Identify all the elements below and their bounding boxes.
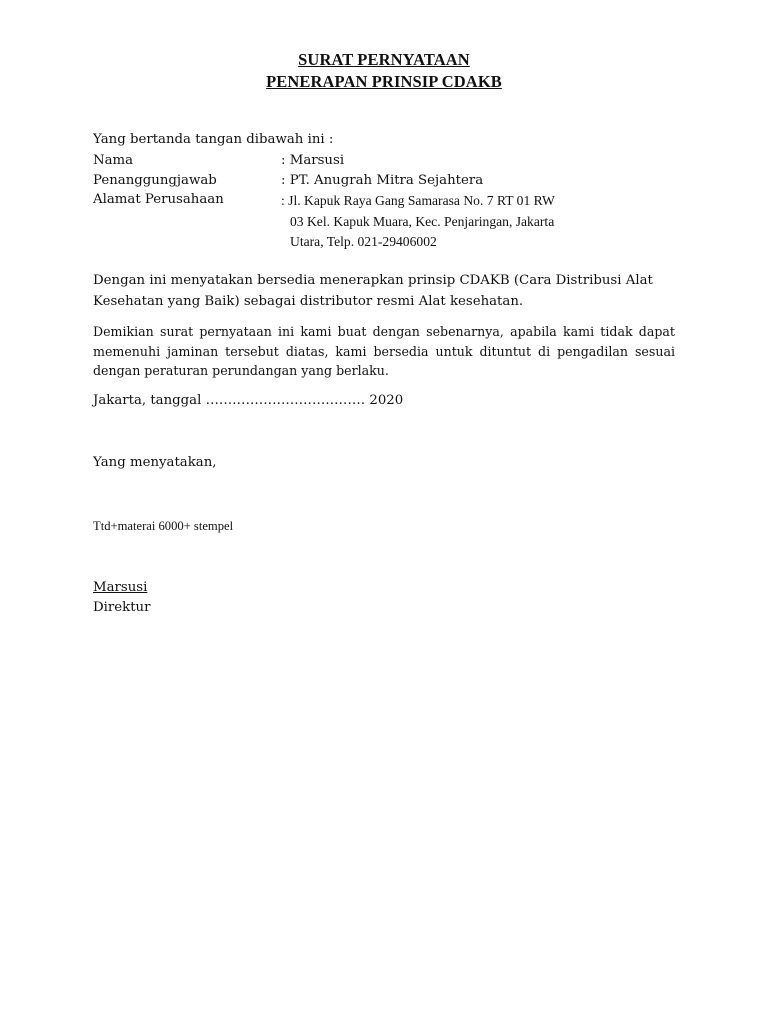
- closing-text: Yang menyatakan,: [93, 455, 217, 470]
- date-line: Jakarta, tanggal ……………………………… 2020: [93, 393, 404, 408]
- address-line-2: 03 Kel. Kapuk Muara, Kec. Penjaringan, Jakarta: [290, 213, 555, 229]
- field-name-label: Nama: [93, 153, 134, 168]
- address-line-1: : Jl. Kapuk Raya Gang Samarasa No. 7 RT 01 RW: [281, 193, 555, 208]
- document-title: [0, 49, 768, 93]
- title-line-2: PENERAPAN PRINSIP CDAKB: [266, 72, 502, 91]
- title-line-1: SURAT PERNYATAAN: [298, 50, 470, 69]
- field-name-value: : Marsusi: [281, 153, 345, 168]
- signer-title: Direktur: [93, 600, 151, 615]
- statement-paragraph: Dengan ini menyatakan bersedia menerapkan prinsip CDAKB (Cara Distribusi Alat Kesehatan yang Baik) sebagai distributor resmi Alat kesehatan.: [93, 273, 653, 309]
- signature-note: Ttd+materai 6000+ stempel: [93, 519, 234, 533]
- field-responsible-value: : PT. Anugrah Mitra Sejahtera: [281, 173, 484, 188]
- address-line-3: Utara, Telp. 021-29406002: [290, 234, 437, 249]
- signer-name: Marsusi: [93, 580, 148, 595]
- field-address-value: [281, 191, 555, 253]
- field-responsible-label: Penanggungjawab: [93, 173, 217, 188]
- closing-paragraph: Demikian surat pernyataan ini kami buat dengan sebenarnya, apabila kami tidak dapat memenuhi jaminan tersebut diatas, kami bersedia untuk dituntut di pengadilan sesuai dengan peraturan perundangan yang berlaku.: [93, 324, 675, 379]
- field-address-label: Alamat Perusahaan: [93, 192, 224, 207]
- intro-text: Yang bertanda tangan dibawah ini :: [93, 132, 334, 147]
- field-responsible-row: [93, 171, 483, 191]
- field-name-row: [93, 151, 344, 171]
- field-address-row: [93, 190, 281, 210]
